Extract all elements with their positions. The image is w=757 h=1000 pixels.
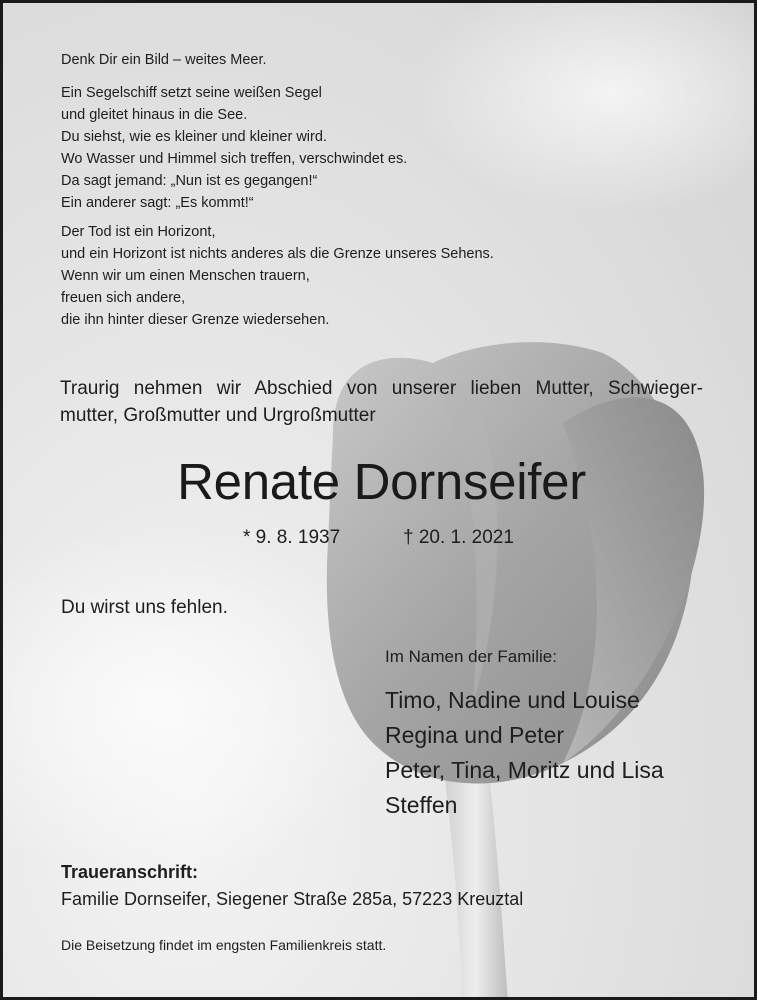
poem-stanza-3 <box>61 221 494 331</box>
poem-line: und gleitet hinaus in die See. <box>61 107 248 123</box>
death-date: † 20. 1. 2021 <box>403 527 514 548</box>
address-line: Familie Dornseifer, Siegener Straße 285a, 57223 Kreuztal <box>61 889 524 909</box>
poem-line: die ihn hinter dieser Grenze wiedersehen. <box>61 312 330 328</box>
family-member: Regina und Peter <box>385 722 565 748</box>
poem-line: Wenn wir um einen Menschen trauern, <box>61 268 310 284</box>
poem-stanza-2 <box>61 82 407 214</box>
deceased-name: Renate Dornseifer <box>177 453 586 510</box>
poem-line: Denk Dir ein Bild – weites Meer. <box>61 52 267 68</box>
family-members <box>385 683 664 823</box>
poem-line: Wo Wasser und Himmel sich treffen, verschwindet es. <box>61 151 408 167</box>
poem-line: Du siehst, wie es kleiner und kleiner wird. <box>61 129 327 145</box>
farewell-intro <box>60 375 703 429</box>
farewell-line: Du wirst uns fehlen. <box>61 597 228 618</box>
poem-line: freuen sich andere, <box>61 290 186 306</box>
birth-date: * 9. 8. 1937 <box>243 527 341 548</box>
burial-note: Die Beisetzung findet im engsten Familienkreis statt. <box>61 937 387 953</box>
poem-line: Ein anderer sagt: „Es kommt!“ <box>61 195 254 211</box>
intro-line-1: Traurig nehmen wir Abschied von unserer lieben Mutter, Schwieger- <box>60 378 703 399</box>
poem-line: Da sagt jemand: „Nun ist es gegangen!“ <box>61 173 318 189</box>
family-member: Timo, Nadine und Louise <box>385 687 640 713</box>
address-heading: Traueranschrift: <box>61 862 199 882</box>
family-member: Steffen <box>385 792 458 818</box>
family-member: Peter, Tina, Moritz und Lisa <box>385 757 664 783</box>
poem-line: Ein Segelschiff setzt seine weißen Segel <box>61 85 322 101</box>
poem-stanza-1 <box>61 49 267 71</box>
intro-line-2: mutter, Großmutter und Urgroßmutter <box>60 405 376 426</box>
poem-line: und ein Horizont ist nichts anderes als die Grenze unseres Sehens. <box>61 246 494 262</box>
poem-line: Der Tod ist ein Horizont, <box>61 224 216 240</box>
family-intro: Im Namen der Familie: <box>385 647 557 666</box>
